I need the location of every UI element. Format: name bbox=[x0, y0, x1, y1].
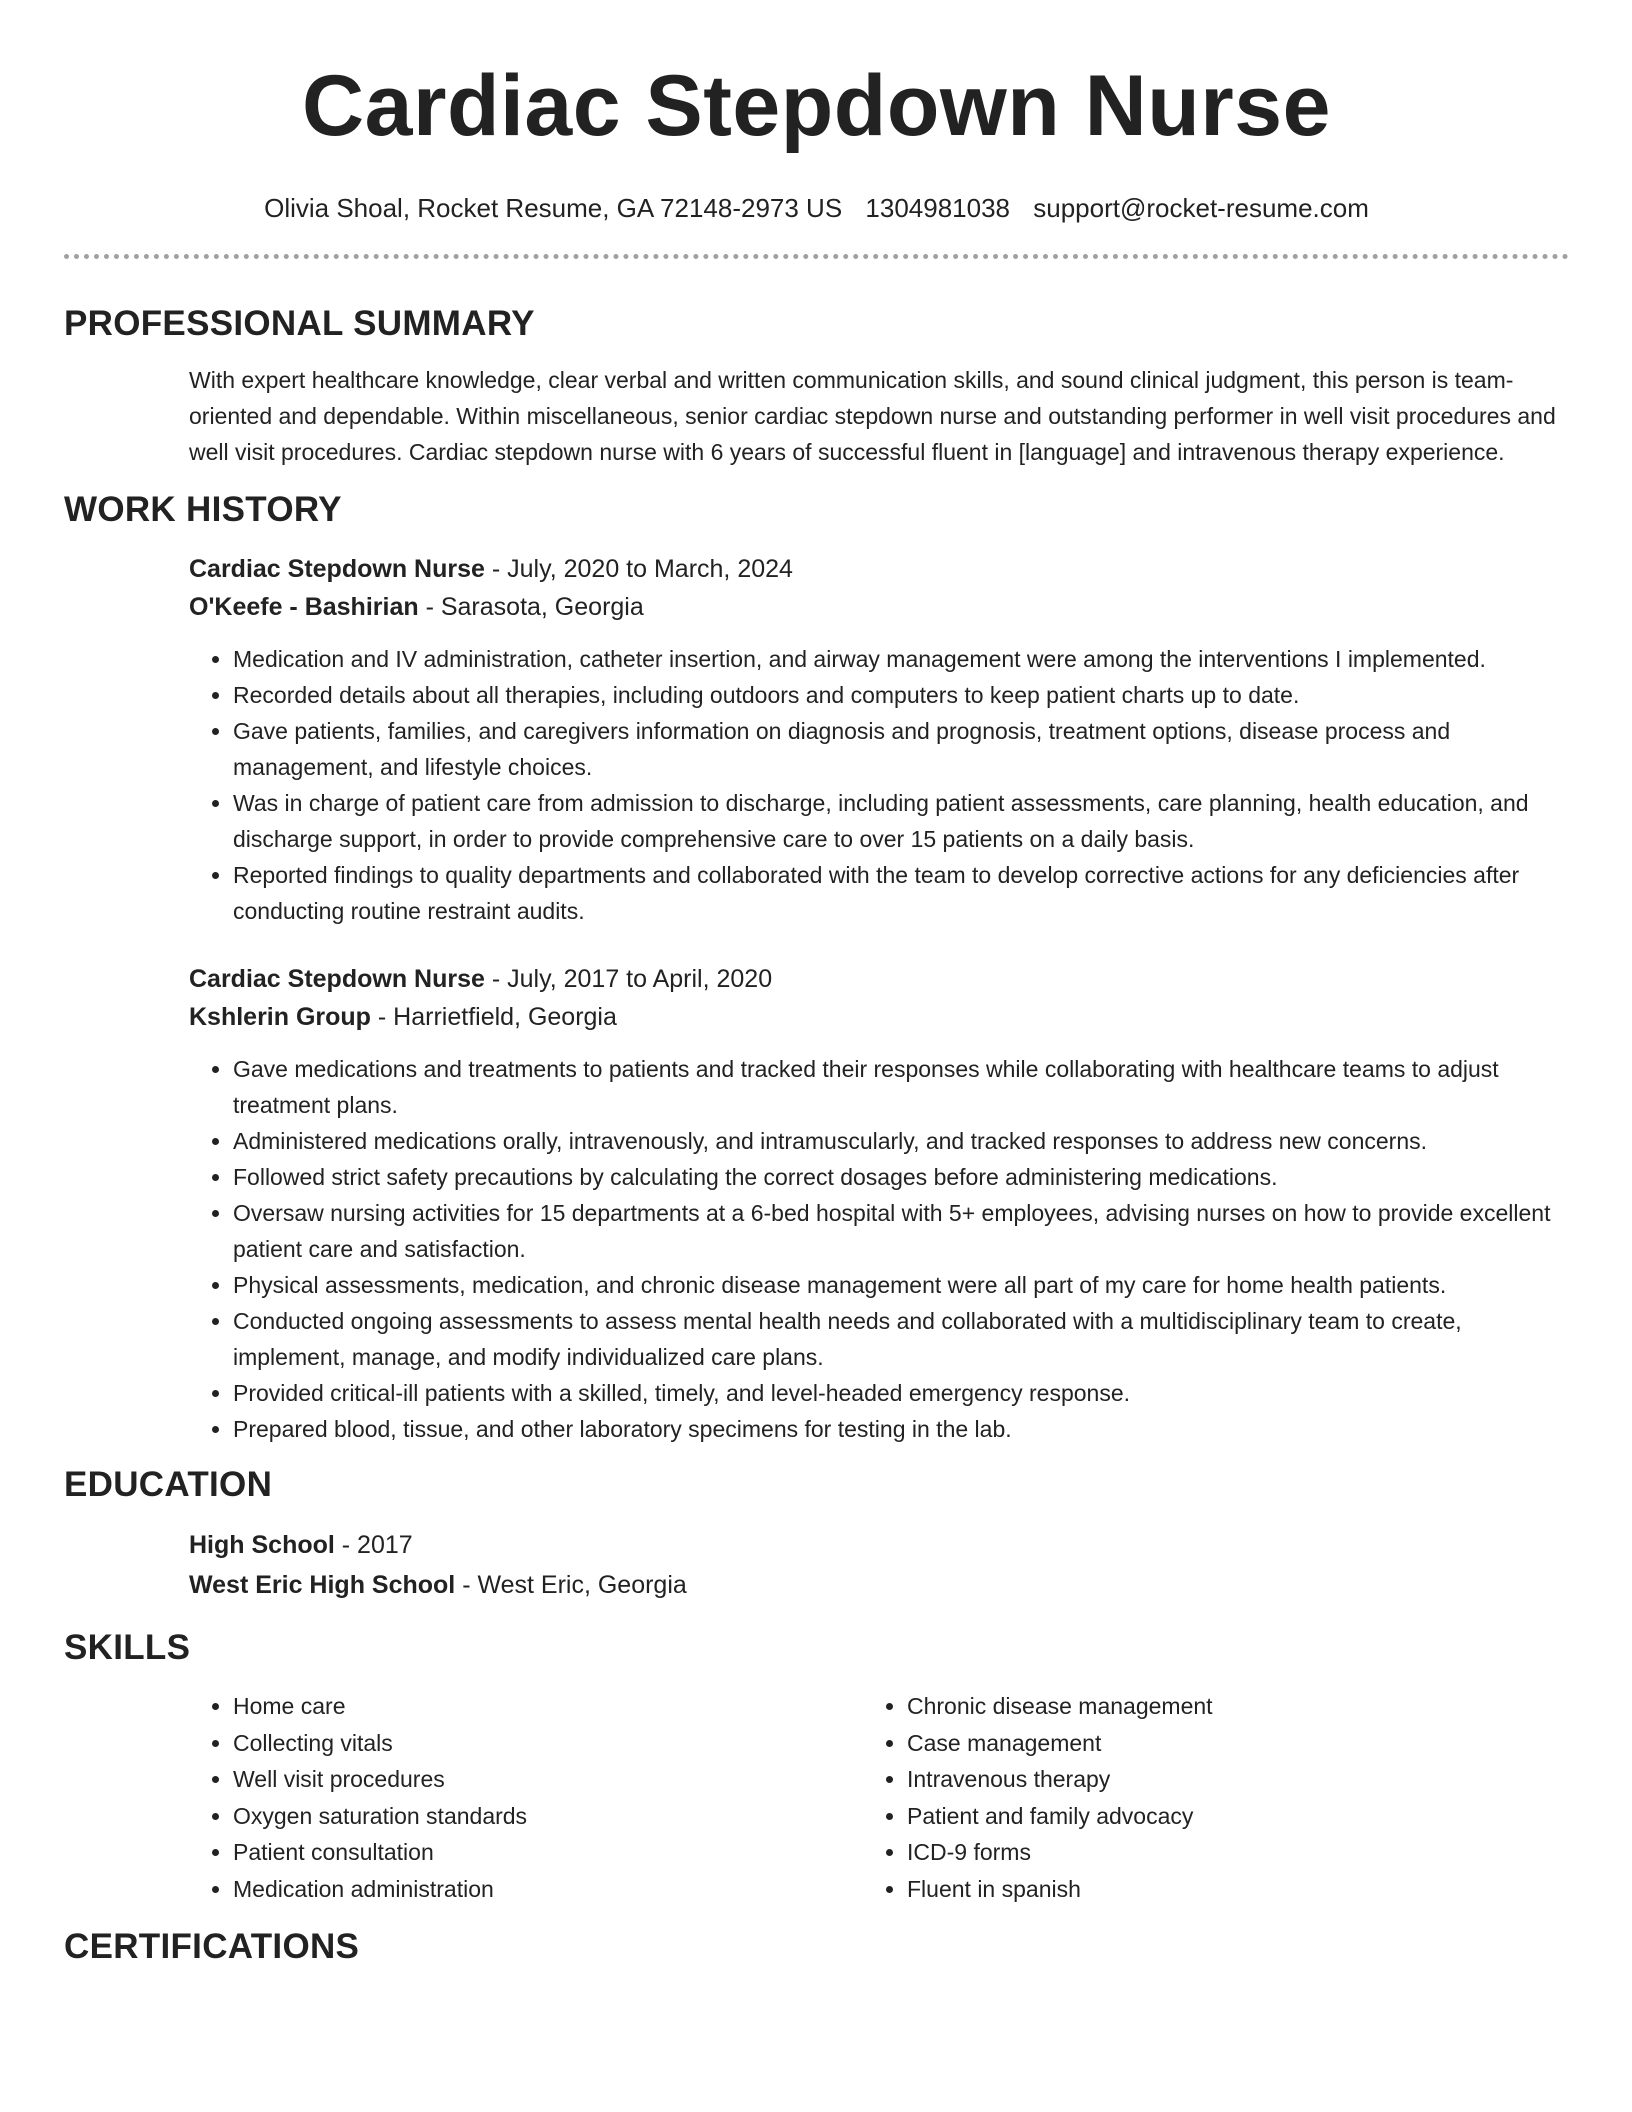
education-degree-line bbox=[189, 1525, 1569, 1565]
resume-page bbox=[64, 0, 1569, 1968]
list-item: • Gave medications and treatments to patients and tracked their responses while collaborating with healthcare teams to adjust treatment plans. bbox=[233, 1051, 1569, 1123]
education-heading: EDUCATION bbox=[64, 1465, 273, 1504]
list-item: • Case management bbox=[907, 1725, 1537, 1762]
summary-text: With expert healthcare knowledge, clear verbal and written communication skills, and sound clinical judgment, this person is team-oriented and dependable. Within miscellaneous, senior cardiac stepdown nurse and outstanding performer in well visit procedures and well visit procedures. Cardiac stepdown nurse with 6 years of successful fluent in [language] and intravenous therapy experience. bbox=[189, 367, 1556, 465]
list-item: • Medication administration bbox=[233, 1871, 863, 1908]
education-location: - West Eric, Georgia bbox=[455, 1571, 687, 1599]
list-item: • Home care bbox=[233, 1688, 863, 1725]
list-item: • Was in charge of patient care from admission to discharge, including patient assessments, care planning, health education, and discharge support, in order to provide comprehensive care to over 15 patients on a daily basis. bbox=[233, 785, 1569, 857]
page-title: Cardiac Stepdown Nurse bbox=[302, 58, 1331, 154]
skills-column-right bbox=[863, 1688, 1537, 1907]
list-item: • Patient and family advocacy bbox=[907, 1798, 1537, 1835]
job-dates: - July, 2020 to March, 2024 bbox=[484, 555, 793, 583]
list-item: • Provided critical-ill patients with a skilled, timely, and level-headed emergency response. bbox=[233, 1375, 1569, 1411]
list-item: • Oversaw nursing activities for 15 departments at a 6-bed hospital with 5+ employees, advising nurses on how to provide excellent patient care and satisfaction. bbox=[233, 1195, 1569, 1267]
contact-address: Olivia Shoal, Rocket Resume, GA 72148-2973 US bbox=[264, 193, 843, 223]
education-school: West Eric High School bbox=[189, 1571, 456, 1599]
job-title: Cardiac Stepdown Nurse bbox=[189, 555, 485, 583]
contact-email: support@rocket-resume.com bbox=[1033, 193, 1369, 223]
education-degree: High School bbox=[189, 1531, 335, 1559]
work-history-heading: WORK HISTORY bbox=[64, 490, 342, 529]
job-entry bbox=[189, 960, 1569, 1447]
list-item: • Prepared blood, tissue, and other laboratory specimens for testing in the lab. bbox=[233, 1411, 1569, 1447]
list-item: • Intravenous therapy bbox=[907, 1761, 1537, 1798]
job-location: - Sarasota, Georgia bbox=[418, 593, 644, 621]
job-dates: - July, 2017 to April, 2020 bbox=[484, 965, 773, 993]
job-company-line bbox=[189, 998, 1569, 1036]
certifications-heading: CERTIFICATIONS bbox=[64, 1927, 360, 1966]
contact-line bbox=[64, 192, 1569, 224]
job-title-line bbox=[189, 960, 1569, 998]
list-item: • Fluent in spanish bbox=[907, 1871, 1537, 1908]
job-title: Cardiac Stepdown Nurse bbox=[189, 965, 485, 993]
list-item: • Conducted ongoing assessments to assess mental health needs and collaborated with a multidisciplinary team to create, implement, manage, and modify individualized care plans. bbox=[233, 1303, 1569, 1375]
list-item: • Patient consultation bbox=[233, 1834, 863, 1871]
list-item: • Gave patients, families, and caregivers information on diagnosis and prognosis, treatment options, disease process and management, and lifestyle choices. bbox=[233, 713, 1569, 785]
list-item: • Reported findings to quality departments and collaborated with the team to develop corrective actions for any deficiencies after conducting routine restraint audits. bbox=[233, 857, 1569, 929]
job-entry bbox=[189, 550, 1569, 929]
list-item: • Medication and IV administration, catheter insertion, and airway management were among the interventions I implemented. bbox=[233, 641, 1569, 677]
job-company: Kshlerin Group bbox=[189, 1003, 371, 1031]
contact-phone: 1304981038 bbox=[865, 193, 1011, 223]
job-company: O'Keefe - Bashirian bbox=[189, 593, 419, 621]
job-location: - Harrietfield, Georgia bbox=[370, 1003, 617, 1031]
list-item: • Well visit procedures bbox=[233, 1761, 863, 1798]
job-bullets bbox=[189, 641, 1569, 929]
summary-heading: PROFESSIONAL SUMMARY bbox=[64, 304, 535, 343]
job-bullets bbox=[189, 1051, 1569, 1447]
list-item: • Recorded details about all therapies, including outdoors and computers to keep patient charts up to date. bbox=[233, 677, 1569, 713]
skills-list bbox=[189, 1688, 1569, 1907]
skills-column-left bbox=[189, 1688, 863, 1907]
list-item: • Followed strict safety precautions by calculating the correct dosages before administering medications. bbox=[233, 1159, 1569, 1195]
list-item: • Oxygen saturation standards bbox=[233, 1798, 863, 1835]
list-item: • Administered medications orally, intravenously, and intramuscularly, and tracked responses to address new concerns. bbox=[233, 1123, 1569, 1159]
education-year: - 2017 bbox=[334, 1531, 413, 1559]
education-entry bbox=[189, 1525, 1569, 1605]
list-item: • Collecting vitals bbox=[233, 1725, 863, 1762]
job-title-line bbox=[189, 550, 1569, 588]
list-item: • ICD-9 forms bbox=[907, 1834, 1537, 1871]
header-divider bbox=[64, 254, 1569, 259]
list-item: • Chronic disease management bbox=[907, 1688, 1537, 1725]
skills-heading: SKILLS bbox=[64, 1628, 191, 1667]
education-school-line bbox=[189, 1565, 1569, 1605]
list-item: • Physical assessments, medication, and chronic disease management were all part of my care for home health patients. bbox=[233, 1267, 1569, 1303]
job-company-line bbox=[189, 588, 1569, 626]
